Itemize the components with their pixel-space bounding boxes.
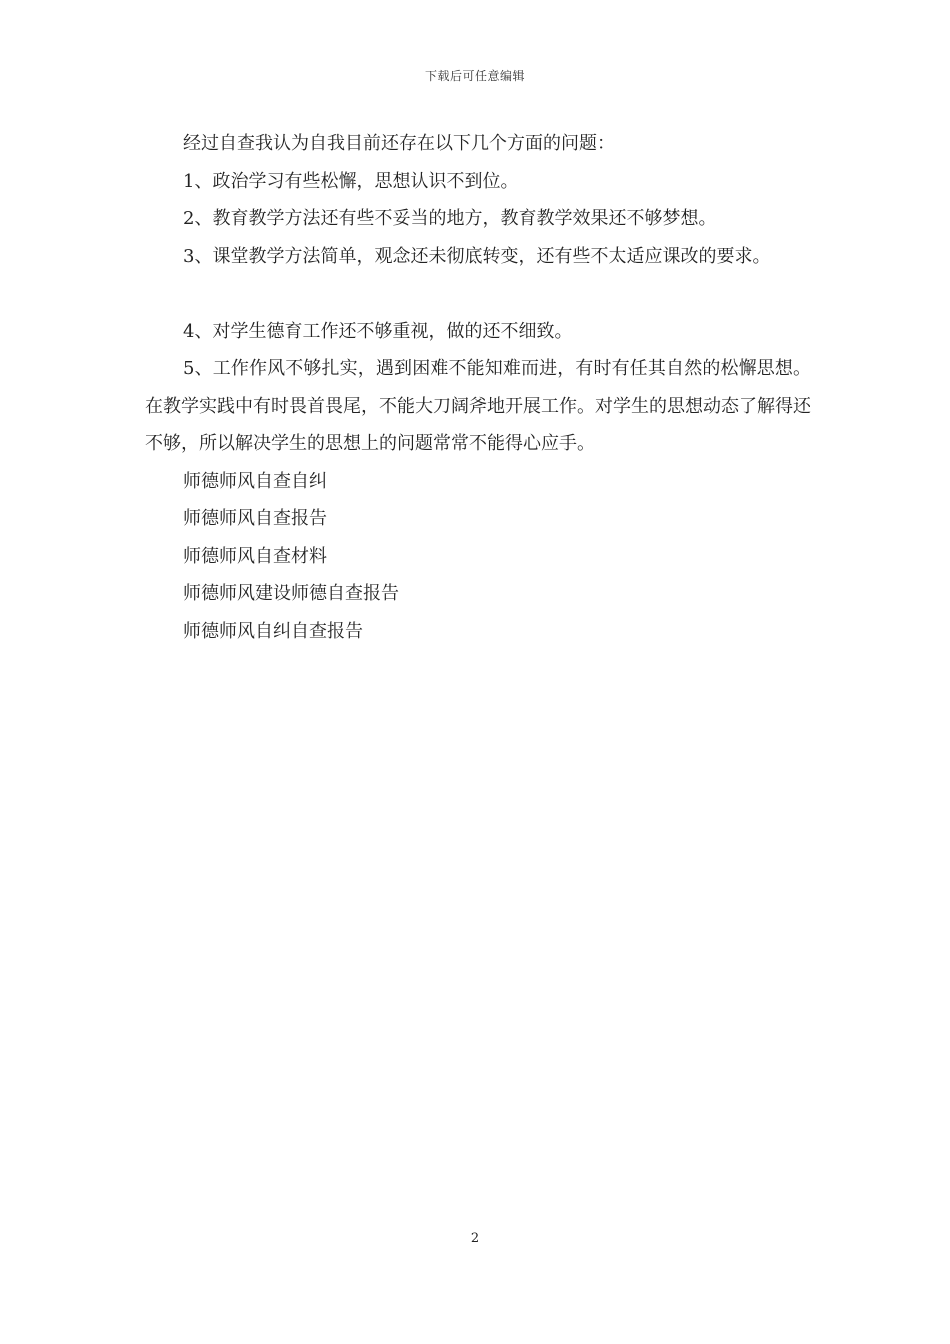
page-number: 2 (470, 1231, 480, 1246)
related-link-3: 师德师风自查材料 (183, 545, 327, 567)
related-link-2: 师德师风自查报告 (183, 508, 327, 529)
issue-item-2: 2、教育教学方法还有些不妥当的地方，教育教学效果还不够梦想。 (183, 208, 717, 229)
related-link-4: 师德师风建设师德自查报告 (183, 583, 399, 604)
page-header: 下载后可任意编辑 (424, 69, 525, 83)
blank-line (145, 275, 811, 313)
issue-item-4: 4、对学生德育工作还不够重视，做的还不细致。 (183, 320, 573, 342)
issue-item-5: 5、工作作风不够扎实，遇到困难不能知难而进，有时有任其自然的松懈思想。在教学实践中有时畏首畏尾，不能大刀阔斧地开展工作。对学生的思想动态了解得还不够，所以解决学生的思想上的问题常常不能得心应手。 (145, 358, 811, 454)
related-link-1: 师德师风自查自纠 (183, 470, 327, 492)
related-link-5: 师德师风自纠自查报告 (183, 620, 363, 642)
intro-paragraph: 经过自查我认为自我目前还存在以下几个方面的问题： (183, 133, 615, 154)
issue-item-3: 3、课堂教学方法简单，观念还未彻底转变，还有些不太适应课改的要求。 (183, 245, 771, 267)
issue-item-1: 1、政治学习有些松懈，思想认识不到位。 (183, 170, 519, 192)
document-body (145, 125, 811, 650)
